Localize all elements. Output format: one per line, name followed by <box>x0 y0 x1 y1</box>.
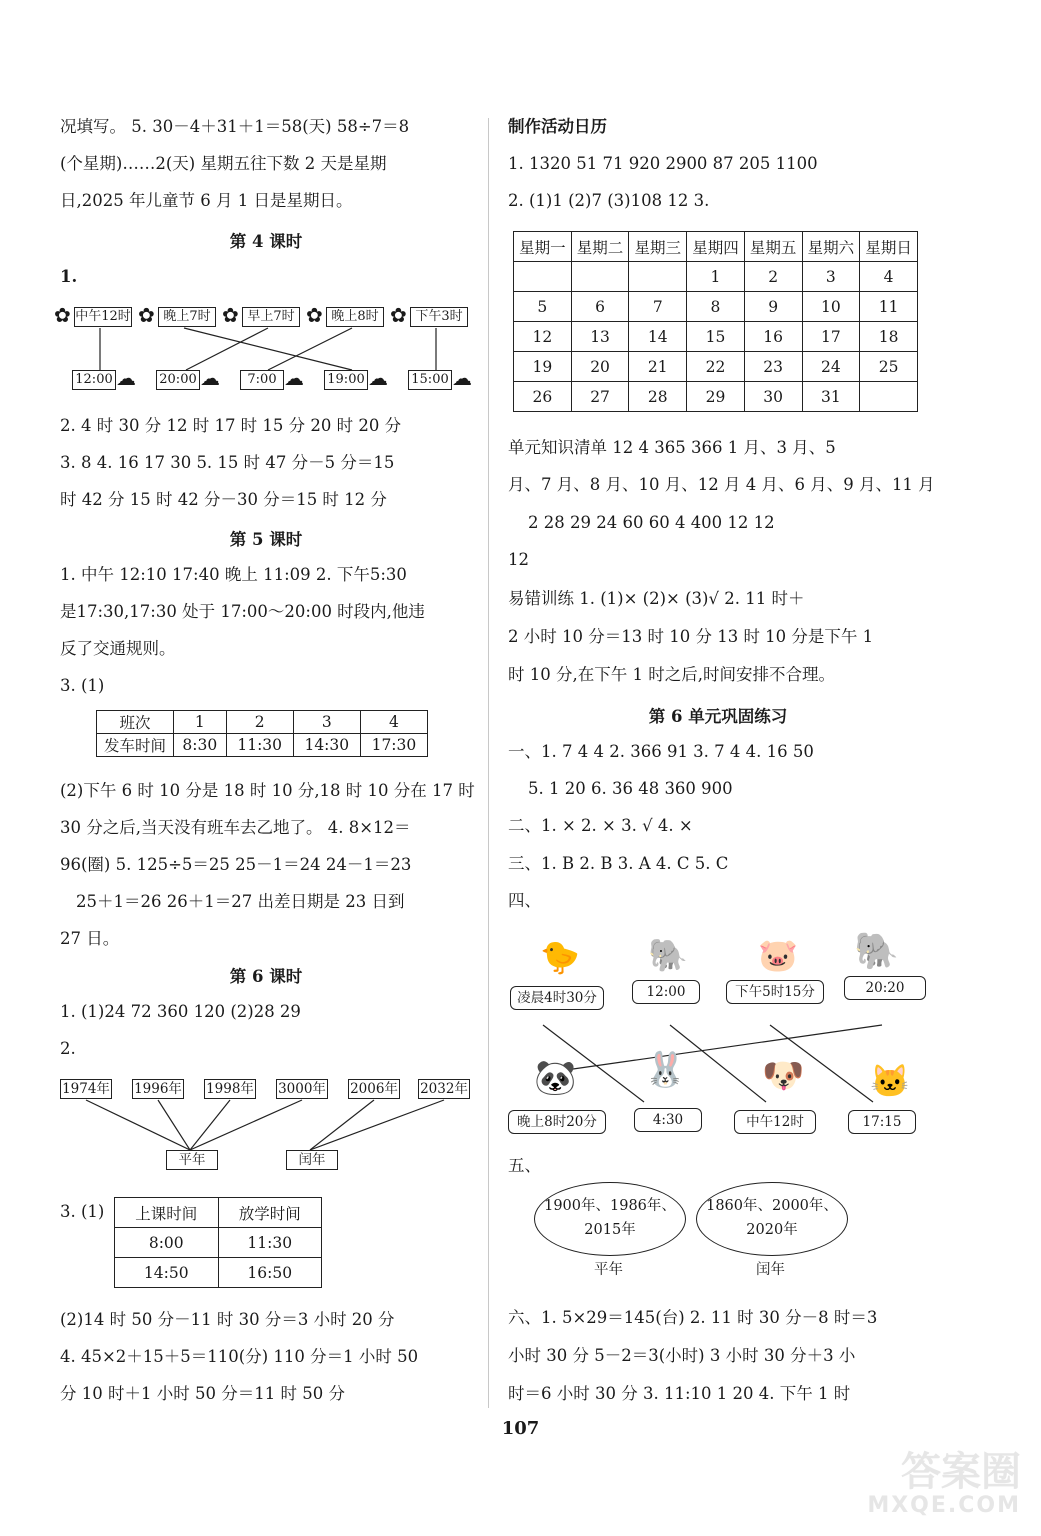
calendar-header-cell: 星期四 <box>687 232 745 262</box>
calendar-cell: 4 <box>860 262 918 292</box>
text-line: 5. 1 20 6. 36 48 360 900 <box>528 779 733 798</box>
text-line: 3. (1) <box>60 1202 105 1221</box>
calendar-cell <box>514 262 572 292</box>
time-label-box: 中午12时 <box>734 1110 816 1134</box>
text-line: 月、7 月、8 月、10 月、12 月 4 月、6 月、9 月、11 月 <box>508 475 935 494</box>
watermark <box>867 1450 1021 1518</box>
time-label-box: 12:00 <box>632 980 700 1004</box>
calendar-cell: 1 <box>687 262 745 292</box>
time-box: 19:00 <box>324 370 368 390</box>
year-box: 3000年 <box>276 1079 328 1099</box>
text-line: 况填写。 5. 30－4＋31＋1＝58(天) 58÷7＝8 <box>60 117 410 136</box>
clock-label-box: 早上7时 <box>242 307 300 327</box>
calendar-cell: 30 <box>744 382 802 412</box>
flower-icon: ✿ <box>306 303 323 327</box>
text-line: (2)14 时 50 分－11 时 30 分＝3 小时 20 分 <box>60 1310 395 1329</box>
calendar-cell: 12 <box>514 322 572 352</box>
ellipse-label: 闰年 <box>756 1262 785 1278</box>
calendar-cell: 19 <box>514 352 572 382</box>
flower-icon: ✿ <box>54 303 71 327</box>
ellipse-line: 1860年、2000年、 <box>706 1198 838 1214</box>
table-header-cell: 上课时间 <box>115 1198 219 1228</box>
text-line: 30 分之后,当天没有班车去乙地了。 4. 8×12＝ <box>60 818 411 837</box>
text-line: 分 10 时＋1 小时 50 分＝11 时 50 分 <box>60 1384 345 1403</box>
cloud-icon: ☁ <box>116 366 136 390</box>
calendar-cell: 26 <box>514 382 572 412</box>
calendar-cell: 31 <box>802 382 860 412</box>
year-matching-lines <box>60 1078 472 1168</box>
calendar-cell: 8 <box>687 292 745 322</box>
text-line: 四、 <box>508 891 541 910</box>
watermark-url: MXQE.COM <box>867 1493 1021 1518</box>
calendar-header-cell: 星期二 <box>571 232 629 262</box>
calendar-cell: 17 <box>802 322 860 352</box>
calendar-table <box>513 231 918 412</box>
calendar-cell: 10 <box>802 292 860 322</box>
table-header-cell: 1 <box>174 711 227 734</box>
year-box: 1998年 <box>204 1079 256 1099</box>
leap-year-box: 闰年 <box>286 1150 338 1170</box>
text-line: 时 10 分,在下午 1 时之后,时间安排不合理。 <box>508 665 835 684</box>
year-box: 1974年 <box>60 1079 112 1099</box>
text-line: 1. 中午 12:10 17:40 晚上 11:09 2. 下午5:30 <box>60 565 407 584</box>
table-header-cell: 放学时间 <box>218 1198 322 1228</box>
table-header-cell: 2 <box>226 711 293 734</box>
text-line: 五、 <box>508 1156 541 1175</box>
text-line: 是17:30,17:30 处于 17:00～20:00 时段内,他违 <box>60 602 425 621</box>
calendar-cell: 3 <box>802 262 860 292</box>
time-label-box: 20:20 <box>844 976 926 1000</box>
text-line: 3. 8 4. 16 17 30 5. 15 时 47 分－5 分＝15 <box>60 453 395 472</box>
text-line: 时＝6 小时 30 分 3. 11:10 1 20 4. 下午 1 时 <box>508 1384 851 1403</box>
section-heading-activity-calendar: 制作活动日历 <box>508 117 607 136</box>
ellipse-line: 1900年、1986年、 <box>544 1198 676 1214</box>
common-year-ellipse <box>534 1182 686 1256</box>
calendar-cell: 23 <box>744 352 802 382</box>
time-box: 15:00 <box>408 370 452 390</box>
text-line: 六、1. 5×29＝145(台) 2. 11 时 30 分－8 时＝3 <box>508 1308 878 1327</box>
pig-icon: 🐷 <box>758 936 798 974</box>
calendar-cell <box>860 382 918 412</box>
text-line: 1. 1320 51 71 920 2900 87 205 1100 <box>508 154 818 173</box>
text-line: 易错训练 1. (1)× (2)× (3)√ 2. 11 时＋ <box>508 589 805 608</box>
text-line: 3. (1) <box>60 676 105 695</box>
time-box: 20:00 <box>156 370 200 390</box>
table-cell: 14:50 <box>115 1258 219 1288</box>
calendar-header-cell: 星期五 <box>744 232 802 262</box>
calendar-cell: 11 <box>860 292 918 322</box>
clock-label-box: 下午3时 <box>410 307 468 327</box>
time-box: 7:00 <box>240 370 284 390</box>
text-line: (2)下午 6 时 10 分是 18 时 10 分,18 时 10 分在 17 时 <box>60 781 475 800</box>
calendar-header-cell: 星期三 <box>629 232 687 262</box>
table-cell: 16:50 <box>218 1258 322 1288</box>
calendar-header-cell: 星期日 <box>860 232 918 262</box>
calendar-cell: 2 <box>744 262 802 292</box>
text-line: 二、1. × 2. × 3. √ 4. × <box>508 816 693 835</box>
time-box: 12:00 <box>72 370 116 390</box>
text-line: 一、1. 7 4 4 2. 366 91 3. 7 4 4. 16 50 <box>508 742 814 761</box>
text-line: (个星期)……2(天) 星期五往下数 2 天是星期 <box>60 154 387 173</box>
clock-label-box: 晚上8时 <box>326 307 384 327</box>
calendar-header-cell: 星期六 <box>802 232 860 262</box>
table-cell: 11:30 <box>226 734 293 757</box>
text-line: 1. (1)24 72 360 120 (2)28 29 <box>60 1002 301 1021</box>
table-cell: 17:30 <box>360 734 427 757</box>
year-box: 2032年 <box>418 1079 470 1099</box>
calendar-cell: 9 <box>744 292 802 322</box>
year-box: 2006年 <box>348 1079 400 1099</box>
text-line: 反了交通规则。 <box>60 639 176 658</box>
calendar-cell: 21 <box>629 352 687 382</box>
common-year-box: 平年 <box>166 1150 218 1170</box>
class-time-table <box>114 1197 322 1288</box>
text-line: 2. 4 时 30 分 12 时 17 时 15 分 20 时 20 分 <box>60 416 402 435</box>
ellipse-line: 2020年 <box>746 1222 798 1238</box>
text-line: 2 小时 10 分＝13 时 10 分 13 时 10 分是下午 1 <box>508 627 874 646</box>
calendar-cell: 24 <box>802 352 860 382</box>
flower-icon: ✿ <box>222 303 239 327</box>
cloud-icon: ☁ <box>284 366 304 390</box>
text-line: 2 28 29 24 60 60 4 400 12 12 <box>528 513 775 532</box>
cloud-icon: ☁ <box>200 366 220 390</box>
table-header-cell: 班次 <box>97 711 174 734</box>
calendar-cell: 14 <box>629 322 687 352</box>
calendar-cell <box>571 262 629 292</box>
table-cell: 14:30 <box>293 734 360 757</box>
text-line: 小时 30 分 5－2＝3(小时) 3 小时 30 分＋3 小 <box>508 1346 856 1365</box>
watermark-text: 答案圈 <box>901 1449 1021 1495</box>
section-heading-lesson-4: 第 4 课时 <box>229 232 303 251</box>
time-label-box: 4:30 <box>634 1108 702 1132</box>
text-line: 27 日。 <box>60 929 120 948</box>
text-line: 96(圈) 5. 125÷5＝25 25－1＝24 24－1＝23 <box>60 855 412 874</box>
calendar-cell: 13 <box>571 322 629 352</box>
panda-icon: 🐼 <box>534 1058 577 1098</box>
text-line: 三、1. B 2. B 3. A 4. C 5. C <box>508 854 729 873</box>
table-cell: 发车时间 <box>97 734 174 757</box>
calendar-cell: 22 <box>687 352 745 382</box>
text-line: 2. <box>60 1039 76 1058</box>
year-box: 1996年 <box>132 1079 184 1099</box>
table-header-cell: 4 <box>360 711 427 734</box>
calendar-cell: 15 <box>687 322 745 352</box>
calendar-cell: 27 <box>571 382 629 412</box>
flower-icon: ✿ <box>138 303 155 327</box>
time-label-box: 下午5时15分 <box>726 980 824 1004</box>
table-cell: 8:00 <box>115 1228 219 1258</box>
section-heading-lesson-5: 第 5 课时 <box>229 530 303 549</box>
clock-label-box: 中午12时 <box>74 307 132 327</box>
calendar-cell: 6 <box>571 292 629 322</box>
table-cell: 11:30 <box>218 1228 322 1258</box>
ellipse-label: 平年 <box>594 1262 623 1278</box>
leap-year-ellipse <box>696 1182 848 1256</box>
ellipse-line: 2015年 <box>584 1222 636 1238</box>
time-label-box: 凌晨4时30分 <box>510 986 604 1010</box>
rabbit-icon: 🐰 <box>644 1050 687 1090</box>
calendar-cell: 16 <box>744 322 802 352</box>
calendar-cell: 25 <box>860 352 918 382</box>
page-number: 107 <box>501 1418 540 1439</box>
calendar-cell: 29 <box>687 382 745 412</box>
elephant-icon: 🐘 <box>854 931 899 972</box>
cloud-icon: ☁ <box>452 366 472 390</box>
cat-icon: 🐱 <box>870 1062 910 1100</box>
dog-icon: 🐶 <box>762 1056 805 1096</box>
duck-icon: 🐤 <box>540 938 580 976</box>
text-line: 4. 45×2＋15＋5＝110(分) 110 分＝1 小时 50 <box>60 1347 419 1366</box>
text-line: 25＋1＝26 26＋1＝27 出差日期是 23 日到 <box>76 892 405 911</box>
text-line: 单元知识清单 12 4 365 366 1 月、3 月、5 <box>508 438 836 457</box>
section-heading-lesson-6: 第 6 课时 <box>229 967 303 986</box>
calendar-header-cell: 星期一 <box>514 232 572 262</box>
calendar-cell <box>629 262 687 292</box>
elephant-icon: 🐘 <box>648 936 688 974</box>
table-cell: 8:30 <box>174 734 227 757</box>
flower-icon: ✿ <box>390 303 407 327</box>
calendar-cell: 20 <box>571 352 629 382</box>
time-label-box: 晚上8时20分 <box>508 1110 606 1134</box>
column-divider <box>488 118 489 1408</box>
calendar-cell: 5 <box>514 292 572 322</box>
cloud-icon: ☁ <box>368 366 388 390</box>
question-number: 1. <box>60 267 78 286</box>
calendar-cell: 18 <box>860 322 918 352</box>
clock-label-box: 晚上7时 <box>158 307 216 327</box>
time-label-box: 17:15 <box>848 1110 916 1134</box>
text-line: 时 42 分 15 时 42 分－30 分＝15 时 12 分 <box>60 490 387 509</box>
table-header-cell: 3 <box>293 711 360 734</box>
text-line: 日,2025 年儿童节 6 月 1 日是星期日。 <box>60 191 353 210</box>
bus-schedule-table <box>96 710 428 757</box>
calendar-cell: 7 <box>629 292 687 322</box>
text-line: 12 <box>508 550 529 569</box>
text-line: 2. (1)1 (2)7 (3)108 12 3. <box>508 191 710 210</box>
calendar-cell: 28 <box>629 382 687 412</box>
section-heading-unit-6-review: 第 6 单元巩固练习 <box>648 707 788 726</box>
